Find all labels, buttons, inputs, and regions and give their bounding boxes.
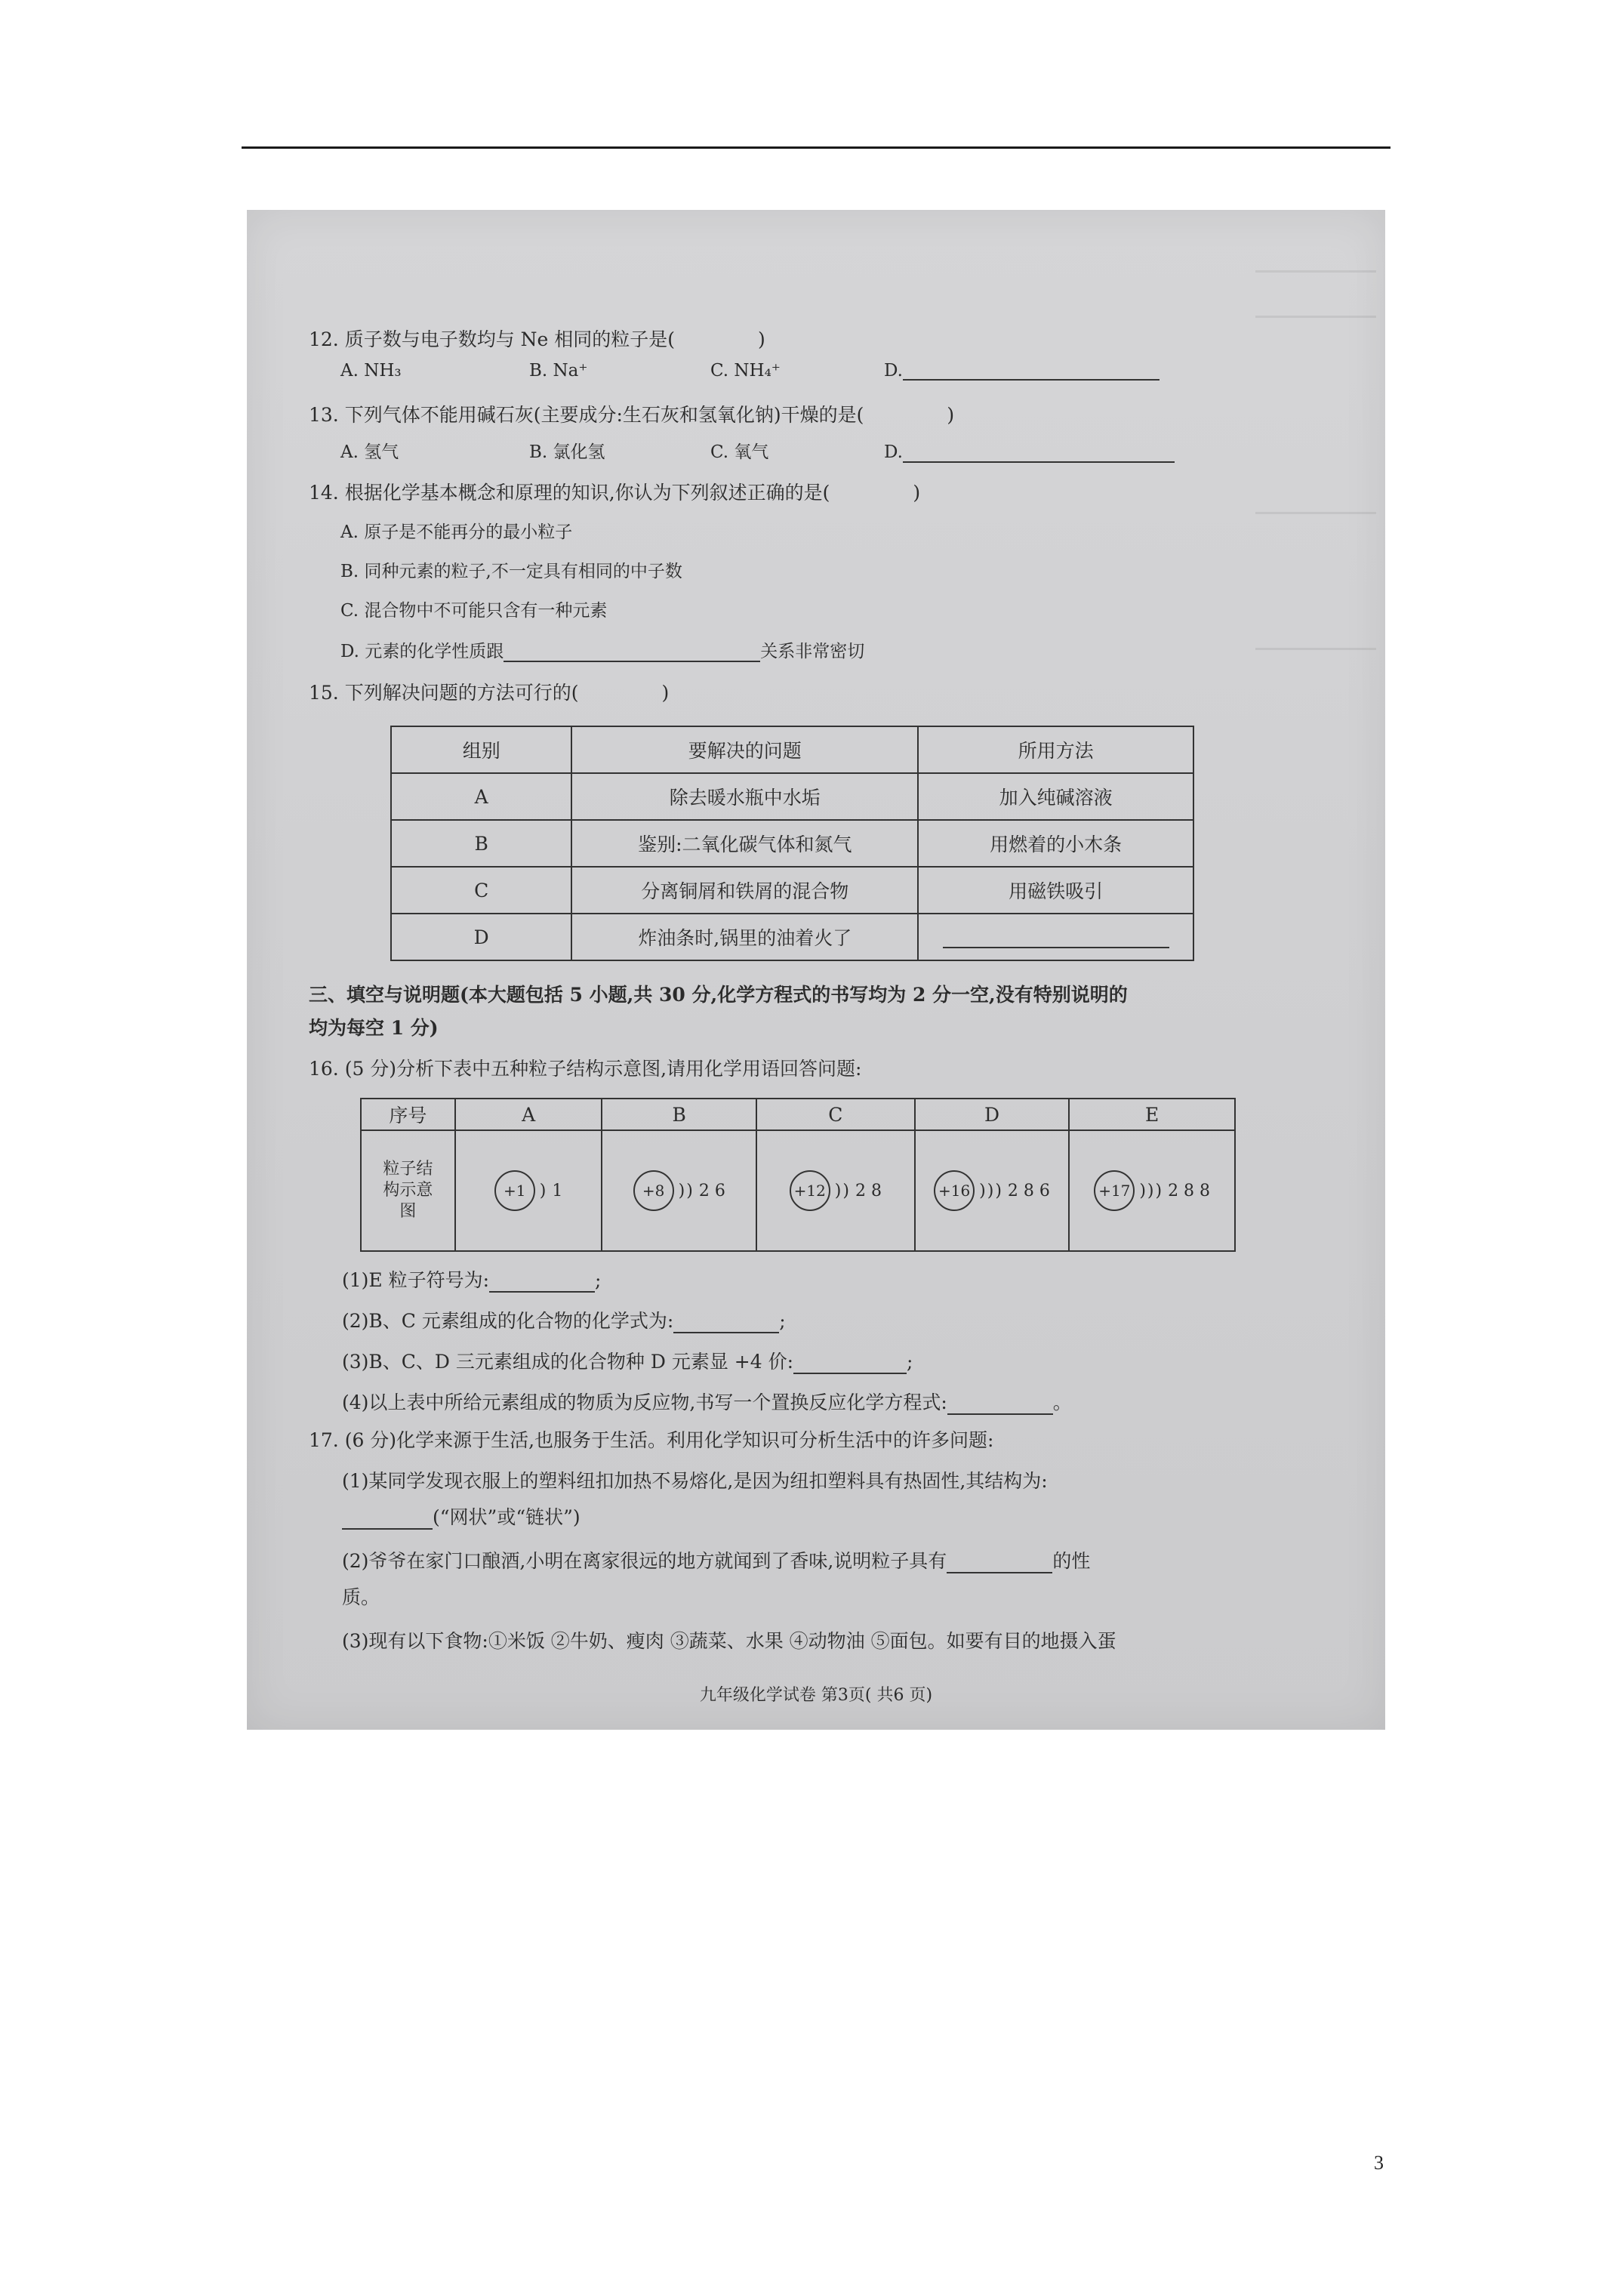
- question-12-options: [340, 361, 1160, 381]
- answer-blank: [489, 1273, 595, 1293]
- answer-blank: [342, 1510, 433, 1530]
- table-row: D 炸油条时,锅里的油着火了: [391, 914, 1193, 960]
- question-16-sub-1: (1)E 粒子符号为: ;: [342, 1269, 602, 1291]
- table-header: 序号: [361, 1099, 455, 1130]
- question-16-sub-3: (3)B、C、D 三元素组成的化合物种 D 元素显 +4 价: ;: [342, 1351, 913, 1373]
- answer-blank: [903, 361, 1160, 381]
- particle-structure-table: [360, 1098, 1236, 1252]
- table-header: 所用方法: [918, 726, 1193, 773]
- question-16: 16. (5 分)分析下表中五种粒子结构示意图,请用化学用语回答问题:: [309, 1058, 862, 1080]
- question-17-sub-2-cont: 质。: [342, 1586, 380, 1608]
- exam-footer: 九年级化学试卷 第3页( 共6 页): [699, 1686, 933, 1705]
- particle-diagram-e: +17 ))) 2 8 8: [1069, 1130, 1235, 1251]
- table-header-row: [391, 726, 1193, 773]
- question-16-sub-4: (4)以上表中所给元素组成的物质为反应物,书写一个置换反应化学方程式: 。: [342, 1391, 1072, 1413]
- answer-blank: [903, 443, 1175, 463]
- option-b: B. 氯化氢: [529, 442, 605, 462]
- answer-blank: [947, 1554, 1052, 1573]
- question-17-sub-3: (3)现有以下食物:①米饭 ②牛奶、瘦肉 ③蔬菜、水果 ④动物油 ⑤面包。如要有目的地摄入蛋: [342, 1630, 1116, 1652]
- answer-blank: [504, 643, 760, 662]
- option-b: B. Na⁺: [529, 361, 588, 381]
- answer-blank: [943, 929, 1169, 948]
- question-12-text: 12. 质子数与电子数均与 Ne 相同的粒子是(: [309, 328, 676, 350]
- question-17-sub-1-cont: (“网状”或“链状”): [342, 1502, 581, 1530]
- option-a: A. 原子是不能再分的最小粒子: [340, 522, 573, 542]
- question-12: 12. 质子数与电子数均与 Ne 相同的粒子是( ): [309, 328, 765, 350]
- header-rule: [242, 146, 1390, 149]
- option-a: A. NH₃: [340, 361, 402, 381]
- table-row: [361, 1130, 1235, 1251]
- question-13-text: 13. 下列气体不能用碱石灰(主要成分:生石灰和氢氧化钠)干燥的是(: [309, 404, 864, 426]
- section-3-heading-cont: 均为每空 1 分): [309, 1017, 439, 1039]
- option-d: D. 元素的化学性质跟 关系非常密切: [340, 642, 865, 661]
- answer-blank: [673, 1314, 779, 1333]
- question-15: 15. 下列解决问题的方法可行的( ): [309, 682, 670, 704]
- option-d: D.: [884, 361, 903, 381]
- table-row: B 鉴别:二氧化碳气体和氮气 用燃着的小木条: [391, 820, 1193, 867]
- table-header-row: 序号 A B C D E: [361, 1099, 1235, 1130]
- particle-diagram-c: +12 )) 2 8: [756, 1130, 915, 1251]
- exam-photo: [247, 210, 1385, 1730]
- option-d: D.: [884, 442, 903, 462]
- table-header: 组别: [391, 726, 571, 773]
- question-13: 13. 下列气体不能用碱石灰(主要成分:生石灰和氢氧化钠)干燥的是( ): [309, 404, 955, 426]
- option-a: A. 氢气: [340, 442, 399, 462]
- particle-diagram-a: +1 ) 1: [455, 1130, 602, 1251]
- table-header: 要解决的问题: [571, 726, 918, 773]
- page-number: 3: [1374, 2152, 1384, 2174]
- question-13-options: [340, 438, 1175, 463]
- option-c: C. 混合物中不可能只含有一种元素: [340, 601, 608, 621]
- section-3-heading: 三、填空与说明题(本大题包括 5 小题,共 30 分,化学方程式的书写均为 2 分一空,没有特别说明的: [309, 984, 1128, 1006]
- question-17-sub-2: (2)爷爷在家门口酿酒,小明在离家很远的地方就闻到了香味,说明粒子具有 的性: [342, 1550, 1091, 1572]
- answer-blank: [793, 1354, 907, 1374]
- option-c: C. NH₄⁺: [710, 361, 781, 381]
- table-row: A 除去暖水瓶中水垢 加入纯碱溶液: [391, 773, 1193, 820]
- question-14-text: 14. 根据化学基本概念和原理的知识,你认为下列叙述正确的是(: [309, 482, 830, 504]
- question-16-sub-2: (2)B、C 元素组成的化合物的化学式为: ;: [342, 1310, 786, 1332]
- table-row: C 分离铜屑和铁屑的混合物 用磁铁吸引: [391, 867, 1193, 914]
- question-17: 17. (6 分)化学来源于生活,也服务于生活。利用化学知识可分析生活中的许多问题:: [309, 1429, 994, 1451]
- question-14: 14. 根据化学基本概念和原理的知识,你认为下列叙述正确的是( ): [309, 482, 921, 504]
- question-15-text: 15. 下列解决问题的方法可行的(: [309, 682, 579, 704]
- question-17-sub-1: (1)某同学发现衣服上的塑料纽扣加热不易熔化,是因为纽扣塑料具有热固性,其结构为:: [342, 1470, 1048, 1492]
- answer-blank: [947, 1395, 1053, 1415]
- option-c: C. 氧气: [710, 442, 769, 462]
- particle-diagram-d: +16 ))) 2 8 6: [915, 1130, 1070, 1251]
- particle-diagram-b: +8 )) 2 6: [602, 1130, 756, 1251]
- row-label: 粒子结构示意图: [361, 1130, 455, 1251]
- methods-table: [390, 726, 1194, 961]
- option-b: B. 同种元素的粒子,不一定具有相同的中子数: [340, 562, 682, 581]
